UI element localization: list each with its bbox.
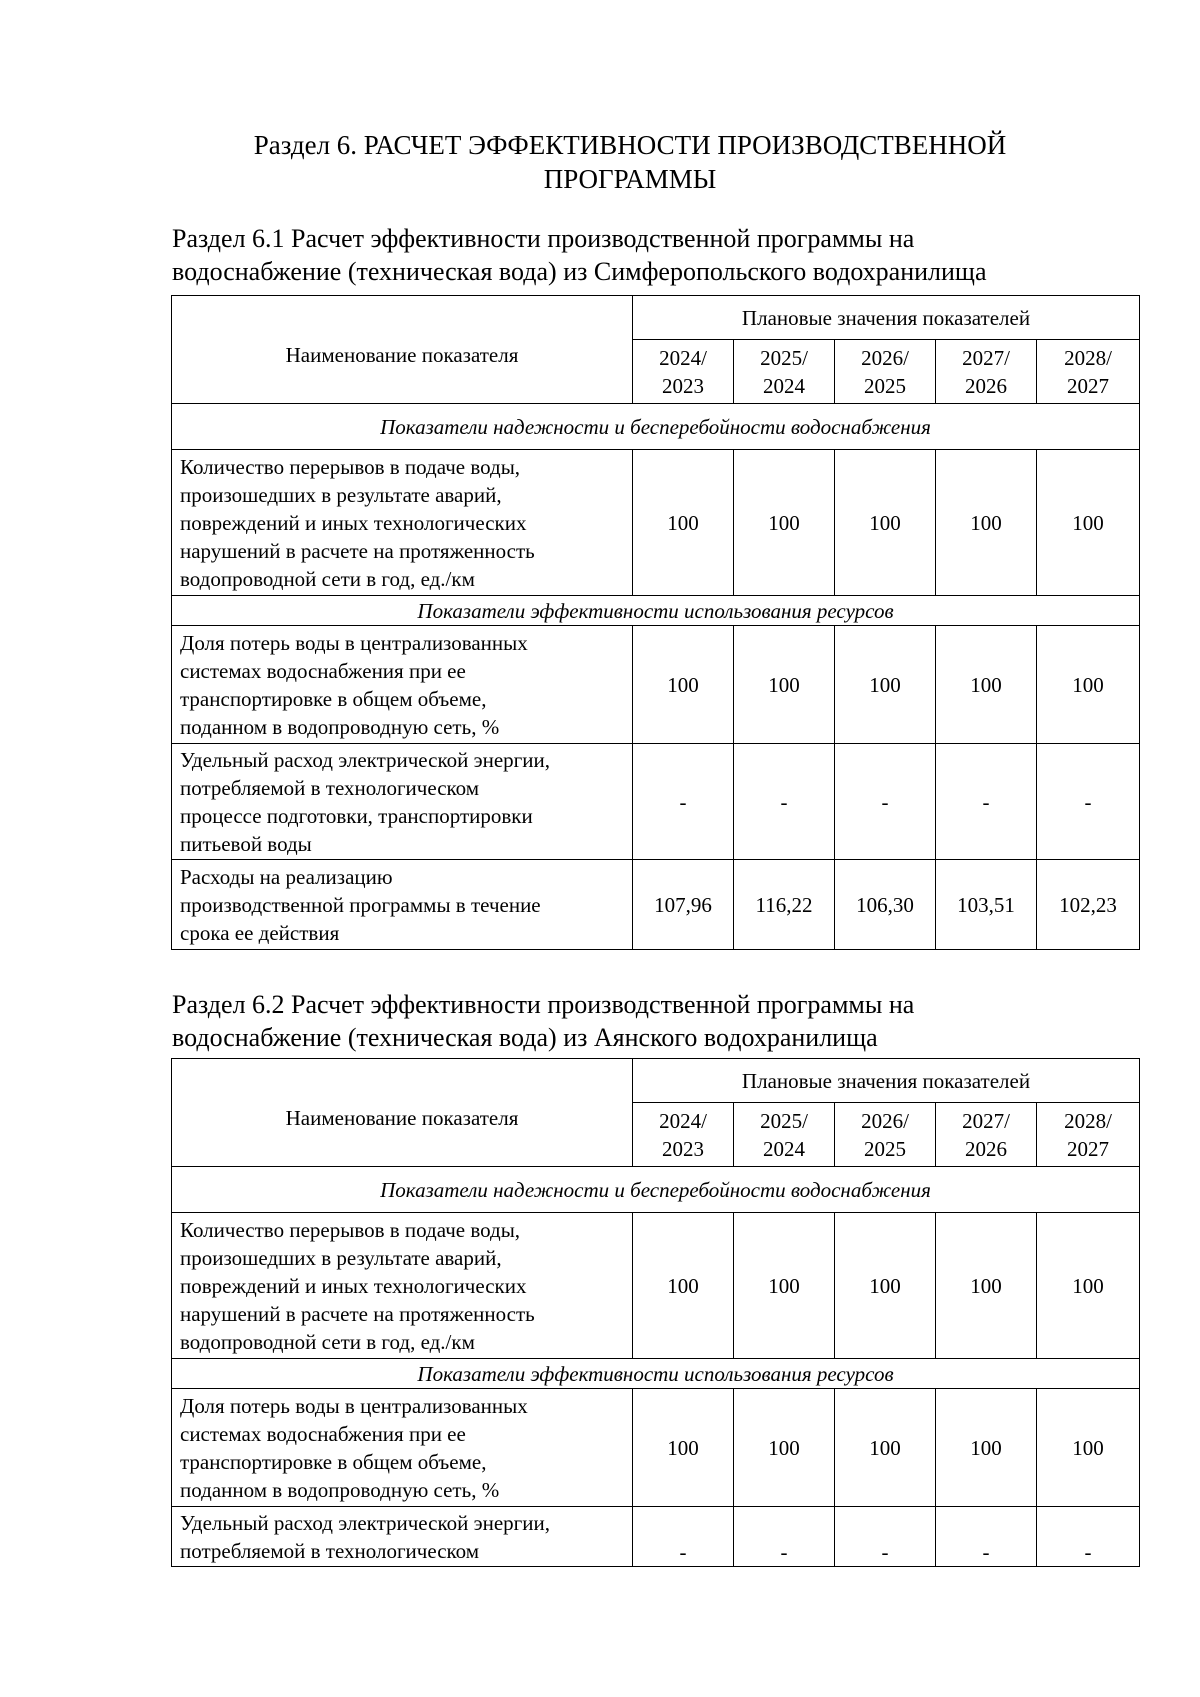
header-name-cell: Наименование показателя	[172, 1059, 633, 1167]
header-year-cell: 2026/ 2025	[835, 1103, 936, 1167]
value-cell: -	[1037, 1507, 1140, 1567]
group-row	[172, 404, 1140, 450]
header-year-cell: 2027/ 2026	[936, 340, 1037, 404]
value-cell: 100	[936, 450, 1037, 596]
header-year-cell: 2024/ 2023	[633, 340, 734, 404]
value-cell: -	[633, 1507, 734, 1567]
section-6-1-title-line-2: водоснабжение (техническая вода) из Симферопольского водохранилища	[172, 257, 987, 286]
value-cell: 100	[734, 450, 835, 596]
group-label: Показатели эффективности использования ресурсов	[172, 596, 1140, 626]
value-cell: -	[936, 744, 1037, 860]
value-cell: 103,51	[936, 860, 1037, 950]
section-6-1-title	[172, 222, 1132, 288]
value-cell: -	[936, 1507, 1037, 1567]
table-row	[172, 1507, 1140, 1567]
value-cell: 100	[633, 1389, 734, 1507]
header-year-cell: 2026/ 2025	[835, 340, 936, 404]
section-6-1-title-line-1: Раздел 6.1 Расчет эффективности производственной программы на	[172, 224, 915, 253]
value-cell: 100	[1037, 1389, 1140, 1507]
value-cell: 100	[734, 626, 835, 744]
group-label: Показатели надежности и бесперебойности водоснабжения	[172, 1167, 1140, 1213]
table-row	[172, 626, 1140, 744]
value-cell: 106,30	[835, 860, 936, 950]
value-cell: 100	[835, 626, 936, 744]
value-cell: 100	[734, 1389, 835, 1507]
table-row	[172, 450, 1140, 596]
indicator-name: Доля потерь воды в централизованных системах водоснабжения при ее транспортировке в общем объеме, поданном в водопроводную сеть, %	[172, 626, 633, 744]
value-cell: 100	[936, 1213, 1037, 1359]
indicator-name: Количество перерывов в подаче воды, произошедших в результате аварий, повреждений и иных технологических нарушений в расчете на протяженность водопроводной сети в год, ед./км	[172, 1213, 633, 1359]
group-row	[172, 1359, 1140, 1389]
header-name-cell: Наименование показателя	[172, 296, 633, 404]
value-cell: 100	[835, 1389, 936, 1507]
value-cell: 100	[835, 450, 936, 596]
group-label: Показатели надежности и бесперебойности водоснабжения	[172, 404, 1140, 450]
value-cell: 100	[1037, 626, 1140, 744]
value-cell: 100	[936, 1389, 1037, 1507]
header-year-cell: 2027/ 2026	[936, 1103, 1037, 1167]
page-title	[200, 128, 1060, 196]
indicator-name: Доля потерь воды в централизованных системах водоснабжения при ее транспортировке в общем объеме, поданном в водопроводную сеть, %	[172, 1389, 633, 1507]
header-plan-cell: Плановые значения показателей	[633, 296, 1140, 340]
value-cell: 100	[1037, 450, 1140, 596]
table-header-row	[172, 296, 1140, 340]
value-cell: 102,23	[1037, 860, 1140, 950]
indicator-name: Удельный расход электрической энергии, потребляемой в технологическом процессе подготовки, транспортировки питьевой воды	[172, 744, 633, 860]
value-cell: 100	[936, 626, 1037, 744]
value-cell: 100	[633, 450, 734, 596]
table-row	[172, 1389, 1140, 1507]
table-row	[172, 744, 1140, 860]
value-cell: -	[734, 1507, 835, 1567]
indicator-name: Удельный расход электрической энергии, потребляемой в технологическом	[172, 1507, 633, 1567]
table-header-row	[172, 1059, 1140, 1103]
table-row	[172, 1213, 1140, 1359]
header-year-cell: 2028/ 2027	[1037, 1103, 1140, 1167]
section-6-2-title-line-2: водоснабжение (техническая вода) из Аянского водохранилища	[172, 1023, 878, 1052]
header-year-cell: 2024/ 2023	[633, 1103, 734, 1167]
table-section-6-1	[171, 295, 1140, 950]
indicator-name: Количество перерывов в подаче воды, произошедших в результате аварий, повреждений и иных технологических нарушений в расчете на протяженность водопроводной сети в год, ед./км	[172, 450, 633, 596]
value-cell: -	[835, 744, 936, 860]
page-title-line-2: ПРОГРАММЫ	[543, 164, 717, 194]
value-cell: 107,96	[633, 860, 734, 950]
header-year-cell: 2025/ 2024	[734, 340, 835, 404]
header-year-cell: 2025/ 2024	[734, 1103, 835, 1167]
value-cell: 100	[835, 1213, 936, 1359]
group-row	[172, 596, 1140, 626]
section-6-2-title	[172, 988, 1132, 1054]
table-section-6-2	[171, 1058, 1140, 1567]
group-label: Показатели эффективности использования ресурсов	[172, 1359, 1140, 1389]
table-row	[172, 860, 1140, 950]
group-row	[172, 1167, 1140, 1213]
page-title-line-1: Раздел 6. РАСЧЕТ ЭФФЕКТИВНОСТИ ПРОИЗВОДСТВЕННОЙ	[253, 130, 1007, 160]
value-cell: -	[1037, 744, 1140, 860]
value-cell: 100	[734, 1213, 835, 1359]
value-cell: -	[835, 1507, 936, 1567]
header-plan-cell: Плановые значения показателей	[633, 1059, 1140, 1103]
value-cell: 100	[1037, 1213, 1140, 1359]
indicator-name: Расходы на реализацию производственной программы в течение срока ее действия	[172, 860, 633, 950]
value-cell: 100	[633, 1213, 734, 1359]
value-cell: 100	[633, 626, 734, 744]
value-cell: -	[734, 744, 835, 860]
section-6-2-title-line-1: Раздел 6.2 Расчет эффективности производственной программы на	[172, 990, 915, 1019]
value-cell: 116,22	[734, 860, 835, 950]
value-cell: -	[633, 744, 734, 860]
header-year-cell: 2028/ 2027	[1037, 340, 1140, 404]
